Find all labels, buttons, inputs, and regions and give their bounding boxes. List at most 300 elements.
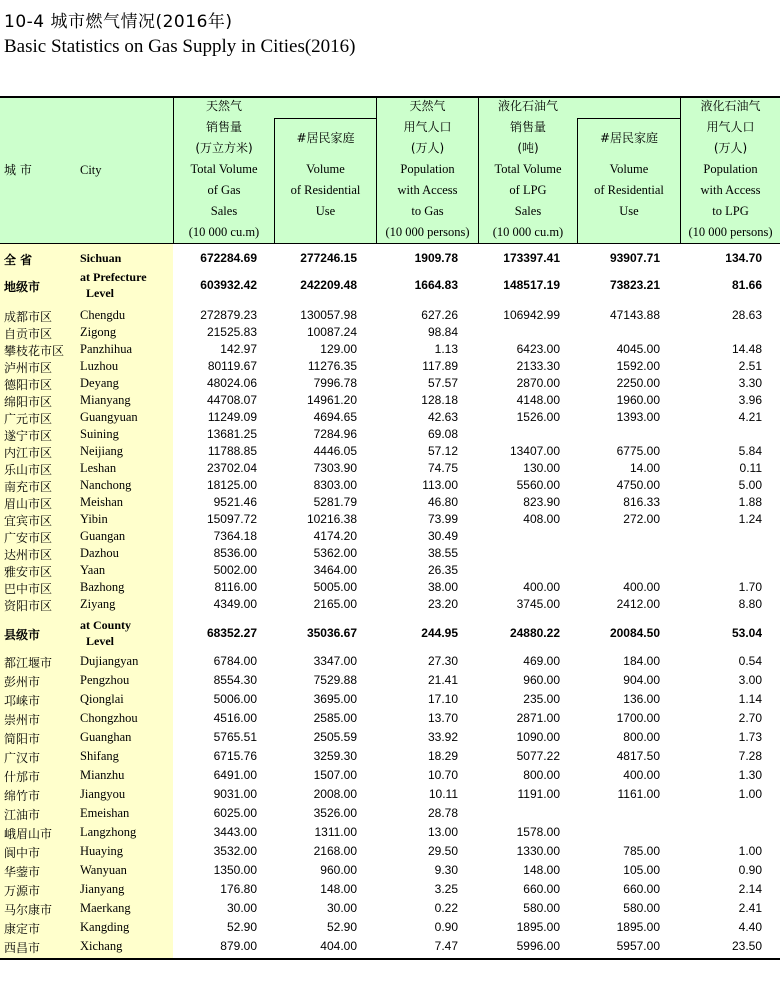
row-name-cn: 绵竹市 [4,789,41,803]
row-value: 68352.27 [206,626,257,640]
row-value: 20084.50 [609,626,660,640]
row-value: 242209.48 [300,278,357,292]
row-value: 15097.72 [206,512,257,526]
row-value: 10087.24 [306,325,357,339]
row-value: 8.80 [738,597,762,611]
row-name-en: Panzhihua [80,342,133,356]
row-value: 27.30 [427,654,458,668]
row-value: 4694.65 [313,410,357,424]
row-value: 1895.00 [516,920,560,934]
row-name-cn: 马尔康市 [4,903,53,917]
row-name-en: Bazhong [80,580,125,594]
row-value: 7996.78 [313,376,357,390]
header-ng-res-line: Use [315,204,336,218]
table-title-en: Basic Statistics on Gas Supply in Cities(2016) [4,36,356,57]
row-value: 3526.00 [313,806,357,820]
row-value: 2871.00 [516,711,560,725]
row-value: 3.96 [738,393,762,407]
row-value: 29.50 [427,844,458,858]
row-value: 404.00 [320,939,357,953]
table-row [0,461,780,478]
row-value: 627.26 [421,308,458,322]
row-value: 14.48 [731,342,762,356]
row-value: 1895.00 [616,920,660,934]
row-value: 1909.78 [414,251,458,265]
header-ng-sales-line: of Gas [207,183,241,197]
row-name-en: Dazhou [80,546,119,560]
row-name-cn: 县级市 [4,628,41,642]
row-value: 0.54 [738,654,762,668]
row-name-en: Chongzhou [80,711,138,725]
row-name-cn: 江油市 [4,808,41,822]
row-name-cn: 广元市区 [4,412,53,426]
row-value: 10.70 [427,768,458,782]
table-row [0,270,780,304]
row-value: 5281.79 [313,495,357,509]
table-row [0,749,780,766]
row-name-cn: 邛崃市 [4,694,41,708]
row-value: 8116.00 [214,580,257,594]
table-row [0,580,780,597]
row-name-cn: 康定市 [4,922,41,936]
row-value: 130.00 [523,461,560,475]
header-ng-res-line: #居民家庭 [296,131,355,145]
row-value: 11276.35 [307,359,357,373]
header-lpg-res [578,128,680,222]
row-value: 129.00 [320,342,357,356]
row-value: 5765.51 [213,730,257,744]
row-value: 30.49 [427,529,458,543]
table-row [0,512,780,529]
row-value: 660.00 [523,882,560,896]
row-value: 13.70 [427,711,458,725]
row-value: 1526.00 [516,410,560,424]
row-name-cn: 达州市区 [4,548,53,562]
row-value: 660.00 [623,882,660,896]
row-value: 879.00 [220,939,257,953]
row-value: 4446.05 [313,444,357,458]
header-ng-res-line: of Residential [290,183,361,197]
row-value: 823.90 [523,495,560,509]
row-value: 4.21 [738,410,762,424]
row-name-cn: 万源市 [4,884,41,898]
row-value: 3464.00 [313,563,357,577]
row-value: 7529.88 [313,673,357,687]
table-row [0,529,780,546]
row-value: 3347.00 [313,654,357,668]
row-value: 3.25 [434,882,458,896]
table-row [0,806,780,823]
row-value: 24880.22 [509,626,560,640]
row-value: 13681.25 [206,427,257,441]
row-value: 52.90 [326,920,357,934]
row-value: 21525.83 [206,325,257,339]
row-name-cn: 成都市区 [4,310,53,324]
row-name-cn: 绵阳市区 [4,395,53,409]
row-value: 2.14 [738,882,762,896]
row-value: 2133.30 [516,359,560,373]
header-lpg-res-line: #居民家庭 [599,131,659,145]
row-value: 2870.00 [516,376,560,390]
row-value: 2250.00 [616,376,660,390]
row-name-en: Qionglai [80,692,124,706]
header-lpg-pop-line: 液化石油气 [700,99,761,113]
row-value: 33.92 [427,730,458,744]
row-value: 400.00 [523,580,560,594]
row-value: 2008.00 [313,787,357,801]
row-value: 4148.00 [516,393,560,407]
header-ng-pop-line: (万人) [410,141,445,155]
row-name-cn: 泸州市区 [4,361,53,375]
row-name-cn: 自贡市区 [4,327,53,341]
row-value: 18.29 [427,749,458,763]
row-value: 7364.18 [213,529,257,543]
row-value: 1393.00 [616,410,660,424]
row-name-cn: 阆中市 [4,846,41,860]
row-value: 30.00 [326,901,357,915]
row-value: 38.55 [427,546,458,560]
table-row [0,308,780,325]
row-value: 5006.00 [213,692,257,706]
header-ng-sales-line: (10 000 cu.m) [188,225,260,239]
row-value: 98.84 [427,325,458,339]
row-name-cn: 峨眉山市 [4,827,53,841]
header-ng-sales [174,117,274,243]
row-value: 5.00 [738,478,762,492]
row-name-en: Wanyuan [80,863,127,877]
row-value: 47143.88 [609,308,660,322]
row-name-cn: 全 省 [4,253,33,267]
row-value: 1700.00 [616,711,660,725]
row-value: 5560.00 [516,478,560,492]
row-value: 272.00 [623,512,660,526]
table-row [0,920,780,937]
row-value: 80119.67 [207,359,257,373]
row-name-en: at Prefecture [80,270,147,284]
header-lpg-pop-line: to LPG [712,204,749,218]
row-value: 148.00 [320,882,357,896]
row-value: 0.11 [739,461,762,475]
header-lpg-sales-line: (吨) [517,141,539,155]
table-row [0,825,780,842]
row-name-en-line2: Level [86,286,114,300]
row-value: 11788.85 [207,444,257,458]
row-name-en: Maerkang [80,901,131,915]
row-name-en: at County [80,618,132,632]
header-ng-pop-line: (10 000 persons) [385,225,470,239]
table-row [0,325,780,342]
row-value: 1330.00 [516,844,560,858]
row-value: 136.00 [623,692,660,706]
row-value: 2168.00 [313,844,357,858]
row-value: 244.95 [421,626,458,640]
row-value: 400.00 [623,580,660,594]
row-name-cn: 德阳市区 [4,378,53,392]
row-name-en: Luzhou [80,359,119,373]
row-value: 5362.00 [313,546,357,560]
row-value: 4174.20 [313,529,357,543]
header-ng-pop-line: with Access [397,183,458,197]
row-value: 52.90 [226,920,257,934]
row-value: 13407.00 [509,444,560,458]
row-value: 130057.98 [300,308,357,322]
row-name-cn: 都江堰市 [4,656,53,670]
row-value: 400.00 [623,768,660,782]
table-row [0,768,780,785]
row-name-cn: 内江市区 [4,446,53,460]
row-name-en: Huaying [80,844,124,858]
row-name-cn: 简阳市 [4,732,41,746]
row-value: 4.40 [738,920,762,934]
table-row [0,376,780,393]
row-value: 1664.83 [414,278,458,292]
table-row [0,673,780,690]
table-row [0,882,780,899]
header-subdivider [577,118,680,119]
table-row [0,939,780,956]
row-value: 128.18 [421,393,458,407]
header-ng-group: 天然气 [205,99,242,113]
row-name-en: Sichuan [80,251,122,265]
header-bottom-rule [0,243,780,244]
row-value: 6491.00 [213,768,257,782]
row-value: 46.80 [427,495,458,509]
row-value: 6775.00 [616,444,660,458]
row-value: 42.63 [427,410,458,424]
row-name-en: Shifang [80,749,119,763]
row-value: 1.88 [738,495,762,509]
row-value: 148517.19 [503,278,560,292]
table-row [0,618,780,652]
table-row [0,844,780,861]
row-value: 17.10 [427,692,458,706]
row-value: 1350.00 [213,863,257,877]
row-value: 672284.69 [200,251,257,265]
header-ng-res [275,128,376,222]
row-value: 3.30 [738,376,762,390]
row-value: 9.30 [434,863,458,877]
header-lpg-sales-line: 销售量 [509,120,546,134]
row-value: 5002.00 [213,563,257,577]
row-name-cn: 什邡市 [4,770,41,784]
row-value: 816.33 [623,495,660,509]
row-name-cn: 彭州市 [4,675,41,689]
row-value: 184.00 [623,654,660,668]
table-row [0,427,780,444]
row-name-en: Nanchong [80,478,132,492]
table-row [0,478,780,495]
row-value: 7.47 [434,939,458,953]
row-value: 23.50 [731,939,762,953]
row-value: 8536.00 [213,546,257,560]
header-lpg-pop-line: (10 000 persons) [688,225,773,239]
row-value: 14.00 [629,461,660,475]
header-lpg-sales-line: of LPG [509,183,547,197]
table-row [0,692,780,709]
row-value: 9521.46 [213,495,257,509]
row-value: 48024.06 [206,376,257,390]
header-ng-pop-line: 用气人口 [403,120,452,134]
row-value: 28.78 [427,806,458,820]
row-value: 5996.00 [516,939,560,953]
row-value: 5.84 [738,444,762,458]
row-value: 1578.00 [516,825,560,839]
table-row [0,654,780,671]
row-name-en: Dujiangyan [80,654,139,668]
header-ng-pop-line: to Gas [411,204,444,218]
header-lpg-res-line: of Residential [594,183,664,197]
row-name-en: Chengdu [80,308,126,322]
header-lpg-sales-line: Total Volume [494,162,562,176]
row-value: 1.13 [434,342,458,356]
header-lpg-group: 液化石油气 [497,99,558,113]
header-subdivider [274,118,376,119]
row-name-cn: 遂宁市区 [4,429,53,443]
row-name-en: Yibin [80,512,108,526]
table-row [0,711,780,728]
row-value: 142.97 [220,342,257,356]
row-value: 235.00 [523,692,560,706]
header-lpg-sales-line: Sales [514,204,542,218]
row-name-en: Jianyang [80,882,125,896]
table-row [0,359,780,376]
table-row [0,251,780,268]
row-name-en: Zigong [80,325,117,339]
row-value: 1.30 [738,768,762,782]
row-value: 4750.00 [616,478,660,492]
row-name-en: Guangyuan [80,410,138,424]
row-name-en: Jiangyou [80,787,126,801]
row-value: 0.90 [434,920,458,934]
row-value: 0.22 [434,901,458,915]
row-value: 1090.00 [516,730,560,744]
row-value: 28.63 [731,308,762,322]
row-name-en: Mianyang [80,393,131,407]
row-name-en: Guanghan [80,730,132,744]
row-name-cn: 地级市 [4,280,41,294]
row-name-en: Deyang [80,376,119,390]
row-value: 10.11 [428,787,458,801]
row-value: 2505.59 [313,730,357,744]
table-row [0,563,780,580]
row-value: 23.20 [427,597,458,611]
row-value: 57.12 [427,444,458,458]
row-value: 30.00 [226,901,257,915]
row-value: 3259.30 [313,749,357,763]
row-value: 4516.00 [213,711,257,725]
row-value: 800.00 [523,768,560,782]
row-value: 26.35 [427,563,458,577]
row-value: 1.00 [738,844,762,858]
row-value: 73.99 [427,512,458,526]
row-name-cn: 崇州市 [4,713,41,727]
row-value: 3443.00 [213,825,257,839]
row-name-cn: 广安市区 [4,531,53,545]
header-lpg-pop-line: with Access [700,183,761,197]
row-value: 408.00 [523,512,560,526]
row-value: 8554.30 [213,673,257,687]
row-name-en-line2: Level [86,634,114,648]
row-value: 6715.76 [213,749,257,763]
row-value: 74.75 [427,461,458,475]
row-value: 4817.50 [616,749,660,763]
row-value: 7.28 [738,749,762,763]
row-value: 580.00 [623,901,660,915]
row-value: 6423.00 [516,342,560,356]
header-ng-res-line: Volume [306,162,345,176]
row-name-en: Ziyang [80,597,116,611]
row-value: 2585.00 [313,711,357,725]
row-value: 2412.00 [616,597,660,611]
row-value: 3745.00 [516,597,560,611]
row-value: 148.00 [523,863,560,877]
row-value: 5957.00 [616,939,660,953]
row-value: 53.04 [731,626,762,640]
row-name-cn: 西昌市 [4,941,41,955]
row-value: 176.80 [220,882,257,896]
row-name-cn: 眉山市区 [4,497,53,511]
row-name-cn: 华蓥市 [4,865,41,879]
table-row [0,863,780,880]
row-name-en: Xichang [80,939,123,953]
header-city-en: City [80,163,102,177]
table-row [0,597,780,614]
header-ng-sales-line: Sales [210,204,238,218]
row-name-en: Suining [80,427,119,441]
row-value: 93907.71 [609,251,660,265]
header-lpg-pop-line: 用气人口 [706,120,755,134]
row-value: 603932.42 [200,278,257,292]
row-value: 4045.00 [616,342,660,356]
row-name-en: Mianzhu [80,768,125,782]
table-row [0,901,780,918]
row-value: 23702.04 [206,461,257,475]
row-name-cn: 资阳市区 [4,599,53,613]
row-value: 1.14 [738,692,762,706]
row-value: 18125.00 [206,478,257,492]
row-value: 800.00 [623,730,660,744]
row-name-cn: 攀枝花市区 [4,344,65,358]
row-name-en: Pengzhou [80,673,130,687]
row-value: 1.73 [738,730,762,744]
table-row [0,393,780,410]
header-ng-sales-line: 销售量 [205,120,242,134]
row-value: 1161.00 [617,787,660,801]
table-row [0,730,780,747]
row-value: 277246.15 [300,251,357,265]
row-name-cn: 宜宾市区 [4,514,53,528]
row-value: 1311.00 [314,825,357,839]
row-value: 1.24 [738,512,762,526]
row-value: 272879.23 [200,308,257,322]
row-name-en: Yaan [80,563,106,577]
row-value: 2.70 [738,711,762,725]
row-name-cn: 乐山市区 [4,463,53,477]
row-value: 1.00 [738,787,762,801]
row-value: 904.00 [623,673,660,687]
row-name-en: Guangan [80,529,126,543]
table-row [0,495,780,512]
row-value: 960.00 [320,863,357,877]
header-lpg-pop-line: (万人) [713,141,748,155]
row-value: 785.00 [623,844,660,858]
row-value: 173397.41 [503,251,560,265]
header-city-cn: 城 市 [4,163,32,177]
row-value: 106942.99 [503,308,560,322]
row-value: 81.66 [731,278,762,292]
row-value: 2.51 [738,359,762,373]
row-value: 9031.00 [213,787,257,801]
